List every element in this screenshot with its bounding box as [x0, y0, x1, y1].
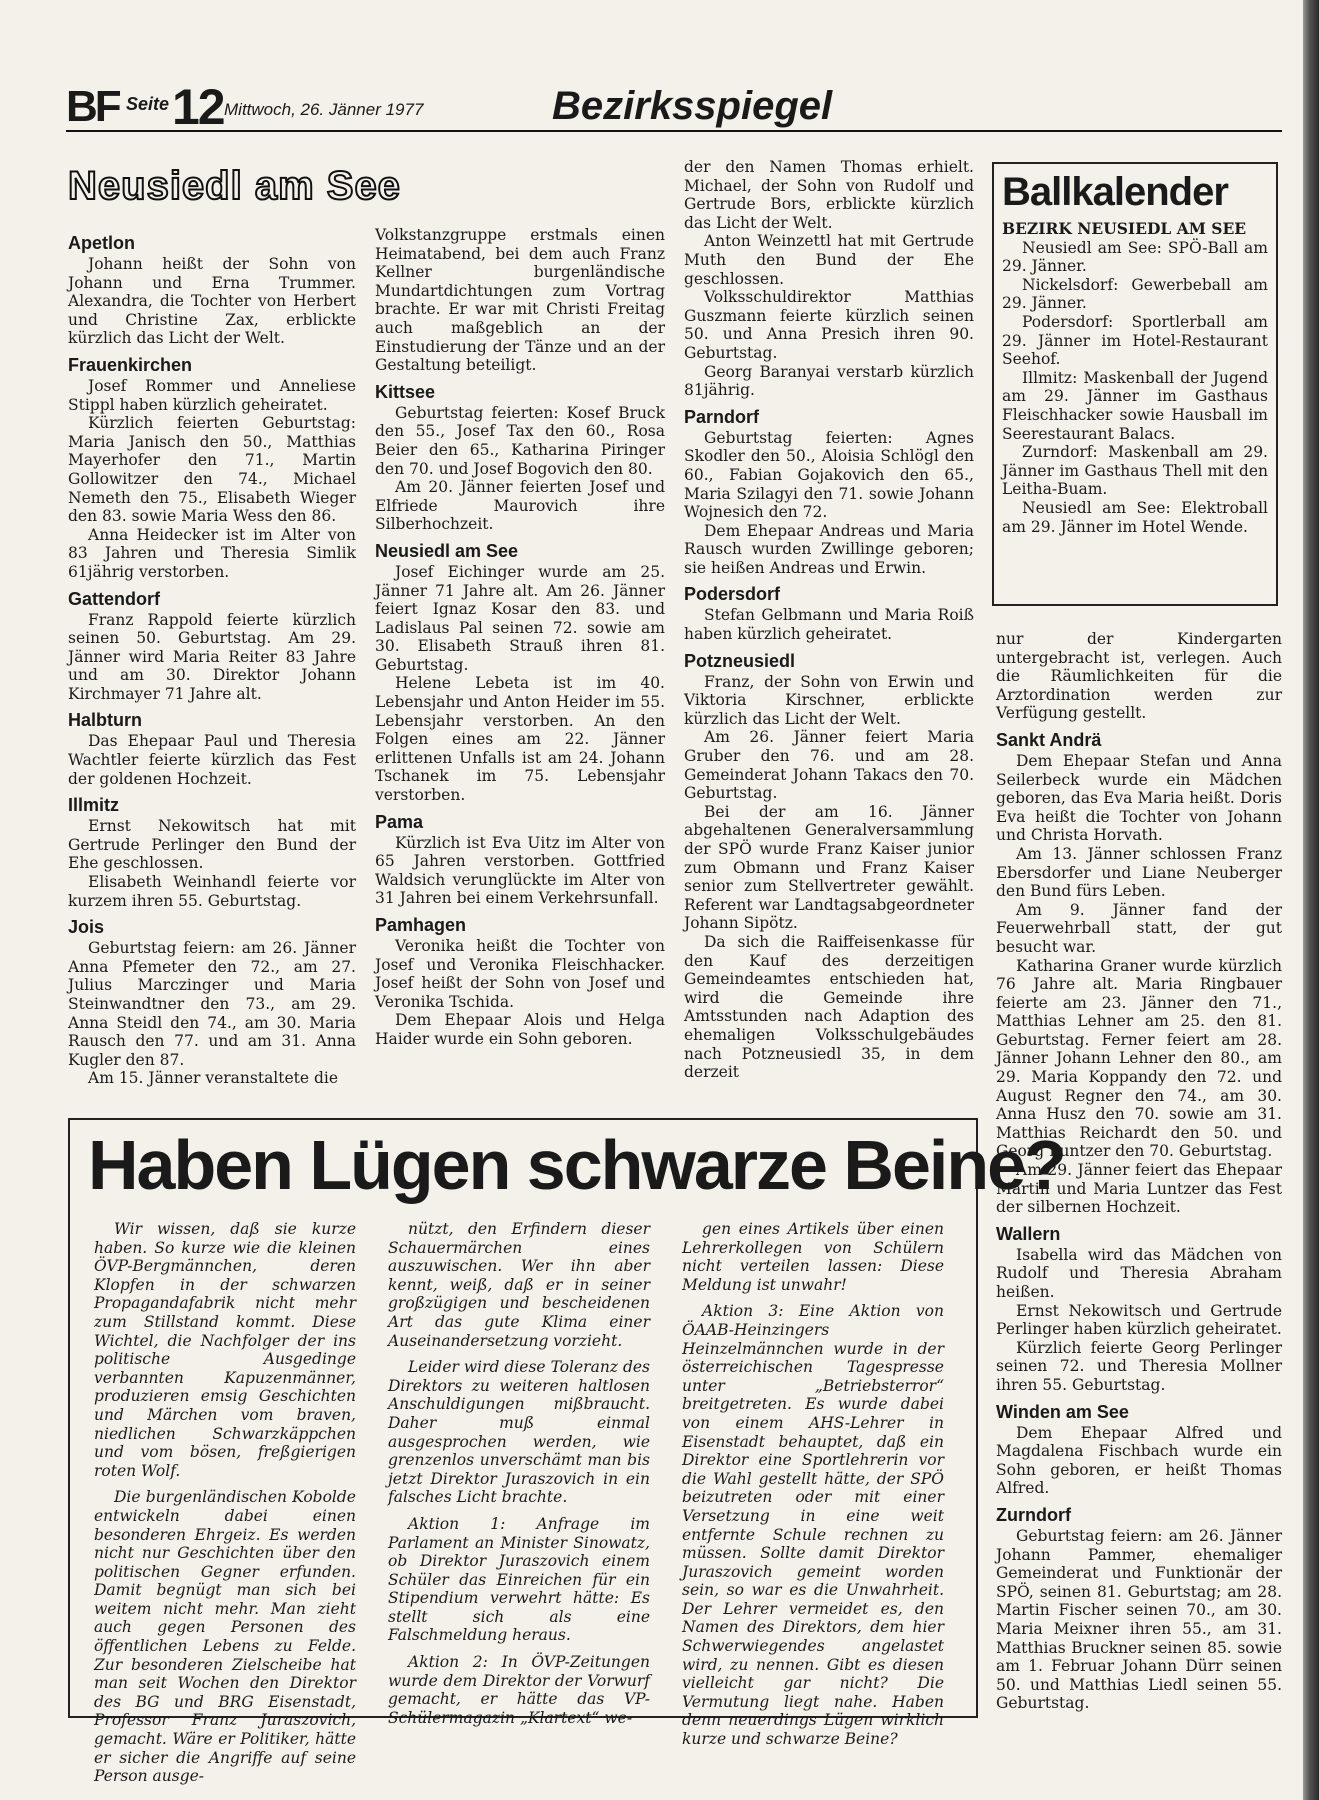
ball-entry: Illmitz: Maskenball der Jugend am 29. Jänner im Gasthaus Fleischhacker sowie Hausball im Seerestaurant Balacs. — [1002, 368, 1268, 443]
news-paragraph: Am 29. Jänner feiert das Ehepaar Martin und Maria Luntzer das Fest der silbernen Hochzeit. — [996, 1161, 1282, 1217]
town-heading: Illmitz — [68, 795, 120, 816]
commentary-column-2 — [388, 1220, 650, 1735]
ballkalender-box — [992, 162, 1278, 606]
news-paragraph: Volkstanzgruppe erstmals einen Heimatabend, bei dem auch Franz Kellner burgenländische Mundartdichtungen zum Vortrag brachte. Er war mit Christi Freitag auch maßgeblich an der Einstudierung der Tänze und an der Gestaltung beteiligt. — [375, 226, 665, 375]
header-rule — [66, 130, 1282, 132]
town-heading: Jois — [68, 917, 105, 938]
news-paragraph: Veronika heißt die Tochter von Josef und Veronika Fleischhacker. Josef heißt der Sohn von Josef und Veronika Tschida. — [375, 937, 665, 1011]
town-heading: Podersdorf — [684, 584, 781, 605]
page-number: 12 — [172, 79, 224, 135]
news-paragraph: Am 13. Jänner schlossen Franz Ebersdorfer und Liane Neuberger den Bund fürs Leben. — [996, 844, 1282, 901]
news-paragraph: Kürzlich feierte Georg Perlinger seinen 72. und Theresia Mollner ihren 55. Geburtstag. — [996, 1338, 1282, 1394]
news-paragraph: Anton Weinzettl hat mit Gertrude Muth den Bund der Ehe geschlossen. — [684, 232, 974, 288]
news-paragraph: Johann heißt der Sohn von Johann und Erna Trummer. Alexandra, die Tochter von Herbert und Christine Zax, erblickte kürzlich das Licht der Welt. — [68, 255, 356, 348]
news-paragraph: Georg Baranyai verstarb kürzlich 81jährig. — [684, 362, 974, 400]
district-title: Neusiedl am See — [68, 164, 401, 208]
news-paragraph: Helene Lebeta ist im 40. Lebensjahr und Anton Heider im 55. Lebensjahr verstorben. An den Folgen eines am 22. Jänner erlittenen Unfalls ist am 24. Johann Tschanek im 75. Lebensjahr verstorben. — [375, 674, 665, 805]
town-heading: Wallern — [996, 1223, 1061, 1244]
news-paragraph: Dem Ehepaar Andreas und Maria Rausch wurden Zwillinge geboren; sie heißen Andreas und Erwin. — [684, 521, 974, 577]
news-paragraph: Geburtstag feierten: Kosef Bruck den 55., Josef Tax den 60., Rosa Beier den 65., Katharina Piringer den 70. und Josef Bogovich den 80. — [375, 403, 665, 478]
commentary-paragraph: gen eines Artikels über einen Lehrerkollegen von Schülern nicht verteilen lassen: Diese Meldung ist unwahr! — [682, 1220, 944, 1294]
news-column-2 — [375, 226, 665, 1049]
news-paragraph: Isabella wird das Mädchen von Rudolf und Theresia Abraham heißen. — [996, 1245, 1282, 1301]
news-paragraph: nur der Kindergarten untergebracht ist, verlegen. Auch die Räumlichkeiten für die Arztordination werden zur Verfügung gestellt. — [996, 630, 1282, 723]
town-heading: Apetlon — [68, 233, 135, 253]
news-paragraph: Kürzlich feierten Geburtstag: Maria Janisch den 50., Matthias Mayerhofer den 71., Martin Gollowitzer den 74., Michael Nemeth den 75., Elisabeth Wieger den 83. sowie Maria Wess den 86. — [68, 414, 356, 526]
commentary-paragraph: nützt, den Erfindern dieser Schauermärchen eines auszuwischen. Wer ihn aber kennt, weiß, daß er in seiner großzügigen und bescheidenen Art das gute Klima einer Auseinandersetzung vorzieht. — [388, 1220, 650, 1350]
news-paragraph: Elisabeth Weinhandl feierte vor kurzem ihren 55. Geburtstag. — [68, 873, 356, 910]
town-heading: Pama — [375, 811, 424, 832]
news-paragraph: Stefan Gelbmann und Maria Roiß haben kürzlich geheiratet. — [684, 606, 974, 644]
ballkalender-subtitle: BEZIRK NEUSIEDL AM SEE — [1002, 219, 1247, 238]
news-paragraph: Kürzlich ist Eva Uitz im Alter von 65 Jahren verstorben. Gottfried Waldsich verunglückte im Alter von 31 Jahren bei einem Verkehrsunfall. — [375, 833, 665, 908]
commentary-paragraph: Aktion 3: Eine Aktion von ÖAAB-Heinzingers Heinzelmännchen wurde in der österreichischen Tagespresse unter „Betriebsterror“ breitgetreten. Es wurde dabei von einem AHS-Lehrer in Eisenstadt behauptet, daß ein Direktor eine Sportlehrerin vor die Wahl gestellt hätte, der SPÖ beizutreten oder mit einer Versetzung in eine weit entfernte Schule rechnen zu müssen. Sollte damit Direktor Juraszovich gemeint worden sein, so war es die Unwahrheit. Der Lehrer vermeidet es, den Namen des Direktors, dem hier Schwerwiegendes angelastet wird, zu nennen. Gibt es diesen vielleicht gar nicht? Die Vermutung liegt nahe. Haben denn neuerdings Lügen wirklich kurze und schwarze Beine? — [682, 1302, 944, 1749]
commentary-headline: Haben Lügen schwarze Beine? — [88, 1126, 1065, 1204]
town-heading: Pamhagen — [375, 915, 467, 935]
news-paragraph: Franz Rappold feierte kürzlich seinen 50. Geburtstag. Am 29. Jänner wird Maria Reiter 83 Jahre und am 30. Direktor Johann Kirchmayer 71 Jahre alt. — [68, 610, 356, 703]
ballkalender-entries — [1002, 239, 1268, 537]
section-title: Bezirksspiegel — [552, 84, 833, 128]
town-heading: Kittsee — [375, 381, 436, 402]
news-paragraph: Am 9. Jänner fand der Feuerwehrball statt, der gut besucht war. — [996, 900, 1282, 956]
town-heading: Halbturn — [68, 710, 142, 731]
page-binding-edge — [1303, 0, 1319, 1800]
news-paragraph: Josef Rommer und Anneliese Stippl haben kürzlich geheiratet. — [68, 376, 356, 414]
news-paragraph: Da sich die Raiffeisenkasse für den Kauf des derzeitigen Gemeindeamtes entschieden hat, wird die Gemeinde ihre Amtsstunden nach Adaption des ehemaligen Volksschulgebäudes nach Potzneusiedl 35, in dem derzeit — [684, 932, 974, 1082]
page-label: Seite — [126, 94, 170, 114]
news-paragraph: Ernst Nekowitsch und Gertrude Perlinger haben kürzlich geheiratet. — [996, 1301, 1282, 1339]
commentary-column-3 — [682, 1220, 944, 1757]
news-paragraph: Franz, der Sohn von Erwin und Viktoria Kirschner, erblickte kürzlich das Licht der Welt. — [684, 672, 974, 728]
news-paragraph: Anna Heidecker ist im Alter von 83 Jahren und Theresia Simlik 61jährig verstorben. — [68, 525, 356, 581]
news-column-3 — [684, 158, 974, 1082]
commentary-paragraph: Aktion 1: Anfrage im Parlament an Minister Sinowatz, ob Direktor Juraszovich einem Schüler das Einreichen für ein Stipendium verwehrt hätte: Es stellt sich als eine Falschmeldung heraus. — [388, 1514, 650, 1645]
town-heading: Winden am See — [996, 1401, 1129, 1422]
news-paragraph: Dem Ehepaar Alfred und Magdalena Fischbach wurde ein Sohn geboren, er heißt Thomas Alfred. — [996, 1423, 1282, 1498]
commentary-paragraph: Aktion 2: In ÖVP-Zeitungen wurde dem Direktor der Vorwurf gemacht, er hätte das VP-Schülermagazin „Klartext“ we- — [388, 1653, 650, 1727]
news-paragraph: Bei der am 16. Jänner abgehaltenen Generalversammlung der SPÖ wurde Franz Kaiser junior zum Obmann und Franz Kaiser senior zum Stellvertreter gewählt. Referent war Landtagsabgeordneter Johann Sipötz. — [684, 802, 974, 933]
ballkalender-title: Ballkalender — [1002, 170, 1228, 214]
news-paragraph: Das Ehepaar Paul und Theresia Wachtler feierte kürzlich das Fest der goldenen Hochzeit. — [68, 732, 356, 788]
commentary-paragraph: Leider wird diese Toleranz des Direktors zu weiteren haltlosen Anschuldigungen mißbraucht. Daher muß einmal ausgesprochen werden, wie grenzenlos unverschämt man bis jetzt Direktor Juraszovich in ein falsches Licht brachte. — [388, 1358, 650, 1507]
page-header — [66, 79, 1286, 135]
ball-entry: Neusiedl am See: SPÖ-Ball am 29. Jänner. — [1002, 238, 1268, 276]
ball-entry: Podersdorf: Sportlerball am 29. Jänner im Hotel-Restaurant Seehof. — [1002, 312, 1268, 369]
news-paragraph: Am 26. Jänner feiert Maria Gruber den 76. und am 28. Gemeinderat Johann Takacs den 70. Geburtstag. — [684, 728, 974, 803]
town-heading: Gattendorf — [68, 588, 160, 609]
commentary-paragraph: Wir wissen, daß sie kurze haben. So kurze wie die kleinen ÖVP-Bergmännchen, deren Klopfen in der schwarzen Propagandafabrik nicht mehr zum Stillstand kommt. Diese Wichtel, die Nachfolger der ins politische Ausgedinge verbannten Kapuzenmänner, produzieren emsig Geschichten und Märchen vom braven, niedlichen Schwarzkäppchen und vom bösen, freßgierigen roten Wolf. — [94, 1220, 356, 1480]
news-paragraph: Geburtstag feierten: Agnes Skodler den 50., Aloisia Schlögl den 60., Fabian Gojakovich den 65., Maria Szilagyi den 71. sowie Johann Wojnesich den 72. — [684, 428, 974, 522]
news-paragraph: Volksschuldirektor Matthias Guszmann feierte kürzlich seinen 50. und Anna Presich ihren 90. Geburtstag. — [684, 288, 974, 362]
town-heading: Neusiedl am See — [375, 540, 519, 561]
ball-entry: Neusiedl am See: Elektroball am 29. Jänner im Hotel Wende. — [1002, 498, 1268, 536]
town-heading: Zurndorf — [996, 1504, 1071, 1525]
news-paragraph: Am 15. Jänner veranstaltete die — [88, 1069, 339, 1088]
town-heading: Frauenkirchen — [68, 354, 193, 375]
news-paragraph: Geburtstag feiern: am 26. Jänner Anna Pfemeter den 72., am 27. Julius Marczinger und Maria Steinwandtner den 73., am 29. Anna Steidl den 74., am 30. Maria Rausch den 77. und am 31. Anna Kugler den 87. — [68, 939, 356, 1069]
ball-entry: Nickelsdorf: Gewerbeball am 29. Jänner. — [1002, 275, 1268, 313]
ball-entry: Zurndorf: Maskenball am 29. Jänner im Gasthaus Thell mit den Leitha-Buam. — [1002, 443, 1268, 499]
commentary-paragraph: Die burgenländischen Kobolde entwickeln dabei einen besonderen Ehrgeiz. Es werden nicht nur Geschichten über den politischen Gegner erfunden. Damit begnügt man sich bei weitem nicht mehr. Man zieht auch gegen Personen des öffentlichen Lebens zu Felde. Zur besonderen Zielscheibe hat man seit Wochen den Direktor des BG und BRG Eisenstadt, Professor Franz Juraszovich, gemacht. Wäre er Politiker, hätte er sicher die Angriffe auf seine Person ausge- — [94, 1488, 356, 1786]
newspaper-logo: BF — [66, 82, 119, 131]
town-heading: Potzneusiedl — [684, 650, 796, 671]
town-heading: Parndorf — [684, 406, 760, 427]
town-heading: Sankt Andrä — [996, 729, 1102, 750]
news-paragraph: Dem Ehepaar Stefan und Anna Seilerbeck wurde ein Mädchen geboren, das Eva Maria heißt. Doris Eva heißt die Tochter von Johann und Christa Horvath. — [996, 751, 1282, 845]
news-paragraph: Josef Eichinger wurde am 25. Jänner 71 Jahre alt. Am 26. Jänner feiert Ignaz Kosar den 83. und Ladislaus Pal seinen 72. sowie am 30. Elisabeth Strauß ihren 81. Geburtstag. — [375, 562, 665, 674]
issue-date: Mittwoch, 26. Jänner 1977 — [224, 100, 424, 119]
commentary-column-1 — [94, 1220, 356, 1794]
news-paragraph: der den Namen Thomas erhielt. Michael, der Sohn von Rudolf und Gertrude Bors, erblickte kürzlich das Licht der Welt. — [684, 158, 974, 232]
news-paragraph: Am 20. Jänner feierten Josef und Elfriede Maurovich ihre Silberhochzeit. — [375, 478, 665, 534]
news-paragraph: Katharina Graner wurde kürzlich 76 Jahre alt. Maria Ringbauer feierte am 23. Jänner den 71., Matthias Lehner am 25. den 81. Geburtstag. Ferner feiert am 28. Jänner Johann Lehner den 80., am 29. Maria Koppandy den 72. und August Regner den 74., am 30. Anna Husz den 70. sowie am 31. Matthias Reichardt den 50. und Georg Luntzer den 70. Geburtstag. — [996, 956, 1282, 1161]
news-column-1 — [68, 226, 356, 1088]
news-paragraph: Geburtstag feiern: am 26. Jänner Johann Pammer, ehemaliger Gemeinderat und Funktionär der SPÖ, seinen 81. Geburtstag; am 28. Martin Fischer seinen 70., am 30. Maria Meixner ihren 55., am 31. Matthias Bruckner seinen 85. sowie am 1. Februar Johann Dürr seinen 50. und Matthias Liedl seinen 55. Geburtstag. — [996, 1526, 1282, 1713]
news-paragraph: Dem Ehepaar Alois und Helga Haider wurde ein Sohn geboren. — [375, 1011, 665, 1048]
news-paragraph: Ernst Nekowitsch hat mit Gertrude Perlinger den Bund der Ehe geschlossen. — [68, 817, 356, 873]
